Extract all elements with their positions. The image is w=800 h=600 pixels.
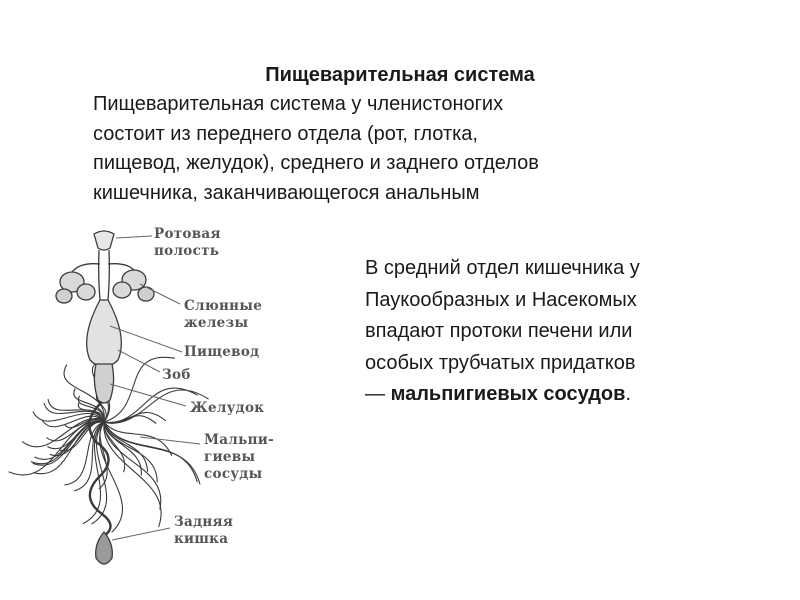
side-line: В средний отдел кишечника у [365,257,640,279]
mouth-cavity [94,231,114,250]
dash: — [365,383,391,405]
side-line: Паукообразных и Насекомых [365,288,637,311]
diagram-labels [154,226,274,547]
period: . [625,383,631,405]
stomach [94,364,113,403]
label-salivary: Слюнные железы [184,298,263,331]
side-line: впадают протоки печени или [365,320,633,342]
label-stomach: Желудок [190,400,265,416]
malpighian-term: мальпигиевых сосудов [390,383,626,405]
label-malpighian: Мальпи-гиевы сосуды [204,432,274,482]
malpighian-paragraph [365,253,785,411]
intro-line: пищевод, желудок), среднего и заднего отделов [93,152,539,174]
gut-tract [56,231,154,564]
hindgut [96,532,113,564]
label-hindgut: Задняя кишка [174,514,234,547]
crop [87,300,122,367]
intro-line: Пищеварительная система у членистоногих [93,93,504,115]
slide-title: Пищеварительная система [265,64,535,86]
esophagus [99,250,110,300]
label-crop: Зоб [162,367,191,383]
side-line: особых трубчатых придатков [365,351,636,374]
intro-paragraph [93,90,733,208]
label-mouth: Ротовая полость [154,226,221,259]
salivary-gland-left [56,264,100,303]
intro-line: состоит из переднего отдела (рот, глотка, [93,122,478,145]
digestive-system-diagram [0,222,340,600]
side-line-last [365,379,785,411]
intro-line: кишечника, заканчивающегося анальным [93,181,480,204]
malpighian-tubule [104,422,157,482]
salivary-gland-right [108,264,154,301]
label-esophagus: Пищевод [184,344,260,360]
